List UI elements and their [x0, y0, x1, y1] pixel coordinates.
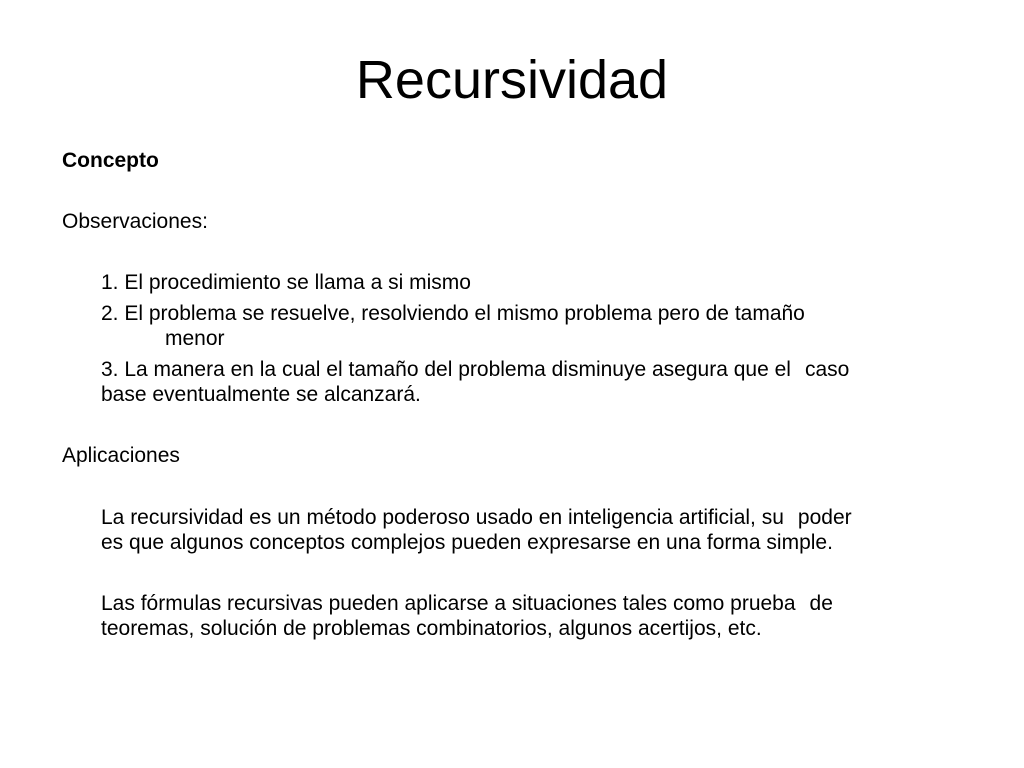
application-1-text-a: La recursividad es un método poderoso usado en inteligencia artificial, su [101, 506, 784, 529]
application-1-line-1 [101, 505, 852, 531]
application-2-line-2: teoremas, solución de problemas combinatorios, algunos acertijos, etc. [101, 617, 762, 640]
application-2-text-b: de [809, 592, 833, 615]
applications-heading: Aplicaciones [62, 444, 180, 467]
application-2-line-1 [101, 591, 833, 617]
observation-2-line-2: menor [165, 327, 225, 350]
observations-heading: Observaciones: [62, 210, 208, 233]
concept-heading: Concepto [62, 149, 159, 172]
observation-3-line-1 [101, 357, 849, 383]
slide-title: Recursividad [355, 50, 669, 110]
observation-1: 1. El procedimiento se llama a si mismo [101, 271, 471, 294]
application-2-text-a: Las fórmulas recursivas pueden aplicarse a situaciones tales como prueba [101, 592, 796, 615]
observation-3-text-a: 3. La manera en la cual el tamaño del problema disminuye asegura que el [101, 358, 791, 381]
observation-3-text-b: caso [804, 358, 850, 381]
application-1-line-2: es que algunos conceptos complejos pueden expresarse en una forma simple. [101, 531, 833, 554]
observation-3-line-2: base eventualmente se alcanzará. [101, 383, 421, 406]
observation-2-line-1: 2. El problema se resuelve, resolviendo el mismo problema pero de tamaño [101, 302, 805, 325]
application-1-text-b: poder [797, 506, 852, 529]
